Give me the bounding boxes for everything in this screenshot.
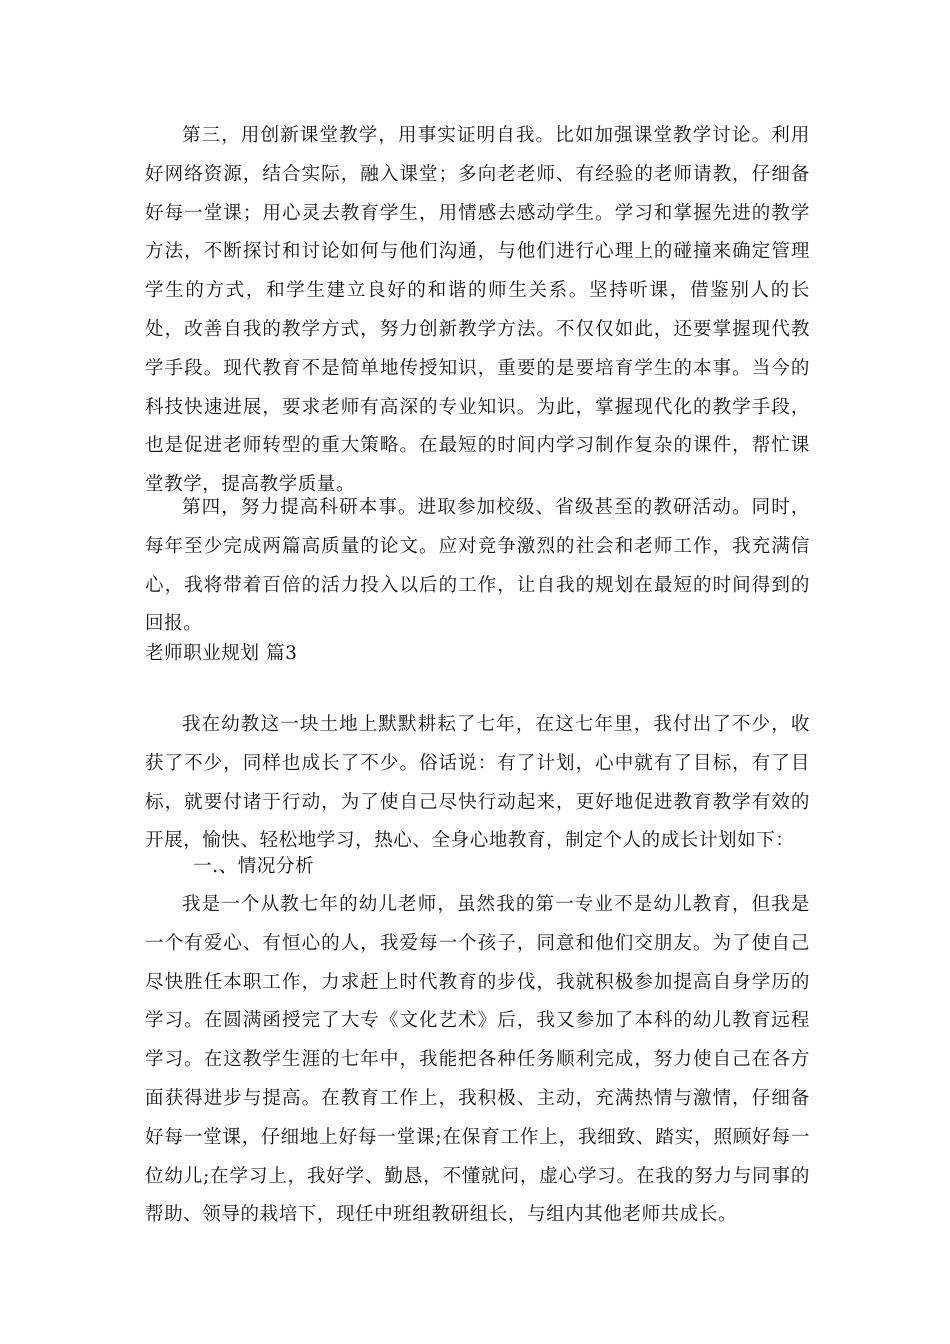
section-title: 老师职业规划 篇3: [145, 643, 298, 664]
paragraph-introduction: 我在幼教这一块土地上默默耕耘了七年，在这七年里，我付出了不少，收获了不少，同样也成长了不少。俗话说：有了计划，心中就有了目标，有了目标，就要付诸于行动，为了使自己尽快行动起来，更好地促进教育教学有效的开展，愉快、轻松地学习，热心、全身心地教育，制定个人的成长计划如下：: [145, 714, 810, 852]
subsection-title: 一.、情况分析: [193, 856, 315, 877]
paragraph-fourth-point: 第四，努力提高科研本事。进取参加校级、省级甚至的教研活动。同时，每年至少完成两篇高质量的论文。应对竞争激烈的社会和老师工作，我充满信心，我将带着百倍的活力投入以后的工作，让自我的规划在最短的时间得到的回报。: [145, 497, 810, 635]
paragraph-third-point: 第三，用创新课堂教学，用事实证明自我。比如加强课堂教学讨论。利用好网络资源，结合实际，融入课堂；多向老老师、有经验的老师请教，仔细备好每一堂课；用心灵去教育学生，用情感去感动学生。学习和掌握先进的教学方法，不断探讨和讨论如何与他们沟通，与他们进行心理上的碰撞来确定管理学生的方式，和学生建立良好的和谐的师生关系。坚持听课，借鉴别人的长处，改善自我的教学方式，努力创新教学方法。不仅仅如此，还要掌握现代教学手段。现代教育不是简单地传授知识，重要的是要培育学生的本事。当今的科技快速进展，要求老师有高深的专业知识。为此，掌握现代化的教学手段，也是促进老师转型的重大策略。在最短的时间内学习制作复杂的课件，帮忙课堂教学，提高教学质量。: [145, 125, 810, 496]
paragraph-situation-analysis: 我是一个从教七年的幼儿老师，虽然我的第一专业不是幼儿教育，但我是一个有爱心、有恒心的人，我爱每一个孩子，同意和他们交朋友。为了使自己尽快胜任本职工作，力求赶上时代教育的步伐，我就积极参加提高自身学历的学习。在圆满函授完了大专《文化艺术》后，我又参加了本科的幼儿教育远程学习。在这教学生涯的七年中，我能把各种任务顺利完成，努力使自己在各方面获得进步与提高。在教育工作上，我积极、主动，充满热情与激情，仔细备好每一堂课，仔细地上好每一堂课;在保育工作上，我细致、踏实，照顾好每一位幼儿;在学习上，我好学、勤恳，不懂就问，虚心学习。在我的努力与同事的帮助、领导的栽培下，现任中班组教研组长，与组内其他老师共成长。: [145, 894, 810, 1226]
